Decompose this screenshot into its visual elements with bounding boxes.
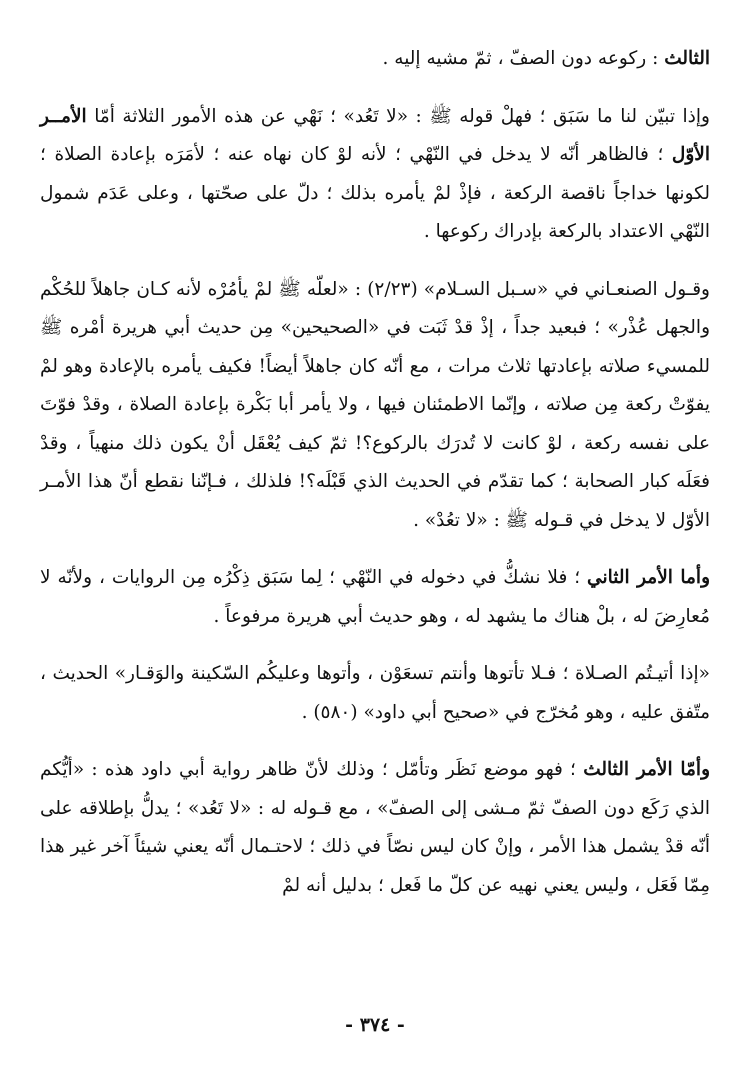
paragraph-second-matter (40, 559, 710, 636)
third-matter-text: ؛ فهو موضع نَظَر وتأمّل ؛ وذلك لأنّ ظاهر رواية أبي داود هذه : «أيُّكم الذي رَكَع دون الصفّ ثمّ مـشى إلى الصفّ» ، مع قـوله له : «لا تَعُد» ؛ يدلُّ بإطلاقه على أنّه قدْ يشمل هذا الأمر ، وإنْ كان ليس نصّاً في ذلك ؛ لاحتـمال أنّه يعني شيئاً آخر غير هذا مِمّا فَعَل ، وليس يعني نهيه عن كلّ ما فَعل ؛ بدليل أنه لمْ (40, 759, 710, 896)
paragraph-hadith (40, 655, 710, 732)
third-item-text: : ركوعه دون الصفّ ، ثمّ مشيه إليه . (382, 48, 659, 69)
hadith-text: «إذا أتيـتُم الصـلاة ؛ فـلا تأتوها وأنتم تسعَوْن ، وأتوها وعليكُم السّكينة والوَقـار» الحديث ، متّفق عليه ، وهو مُخرّج في «صحيح أبي داود» (٥٨٠) . (40, 663, 710, 723)
paragraph-third-item (40, 40, 710, 79)
paragraph-first-matter (40, 98, 710, 252)
page-number: - ٣٧٤ - (345, 1014, 405, 1036)
third-item-term: الثالث (664, 48, 710, 69)
first-matter-text: ؛ فالظاهر أنّه لا يدخل في النّهْي ؛ لأنه لوْ كان نهاه عنه ؛ لأمَرَه بإعادة الصلاة ؛ لكونها خداجاً ناقصة الركعة ، فإذْ لمْ يأمره بذلك ؛ دلّ على صحّتها ، وعلى عَدَم شمول النّهْي الاعتداد بالركعة بإدراك ركوعها . (40, 144, 710, 242)
third-matter-term: وأمّا الأمر الثالث (583, 759, 711, 780)
paragraph-third-matter (40, 751, 710, 905)
body-text (40, 40, 710, 905)
first-matter-term: الأمــر الأوّل (40, 105, 710, 165)
sanani-text: وقـول الصنعـاني في «سـبل السـلام» (٢/٢٣) : «لعلّه ﷺ لمْ يأمُرْه لأنه كـان جاهلاً للحُكْم والجهل عُذْر» ؛ فبعيد جداً ، إذْ قدْ ثَبَت في «الصحيحين» مِن حديث أبي هريرة أمْره ﷺ للمسيء صلاته بإعادتها ثلاث مرات ، مع أنّه كان جاهلاً أيضاً! فكيف يأمره بالإعادة وهو لمْ يفوّتْ ركعة مِن صلاته ، وإنّما الاطمئنان فيها ، ولا يأمر أبا بَكْرة بإعادة الصلاة ، وقدْ فوّتَ على نفسه ركعة ، لوْ كانت لا تُدرَك بالركوع؟! ثمّ كيف يُعْقَل أنْ يكون ذلك منهياً ، وقدْ فعَلَه كبار الصحابة ؛ كما تقدّم في الحديث الذي قَبْلَه؟! فلذلك ، فـإنّنا نقطع أنّ هذا الأمـر الأوّل لا يدخل في قـوله ﷺ : «لا تعُدْ» . (40, 278, 710, 531)
second-matter-text: ؛ فلا نشكُّ في دخوله في النّهْي ؛ لِما سَبَق ذِكْرُه مِن الروايات ، ولأنّه لا مُعارِضَ له ، بلْ هناك ما يشهد له ، وهو حديث أبي هريرة مرفوعاً . (40, 567, 710, 627)
second-matter-term: وأما الأمر الثاني (587, 567, 711, 588)
paragraph-sanani-quote (40, 271, 710, 541)
first-matter-intro: وإذا تبيّن لنا ما سَبَق ؛ فهلْ قوله ﷺ : «لا تَعُد» ؛ نَهْي عن هذه الأمور الثلاثة أمّا (94, 105, 710, 127)
